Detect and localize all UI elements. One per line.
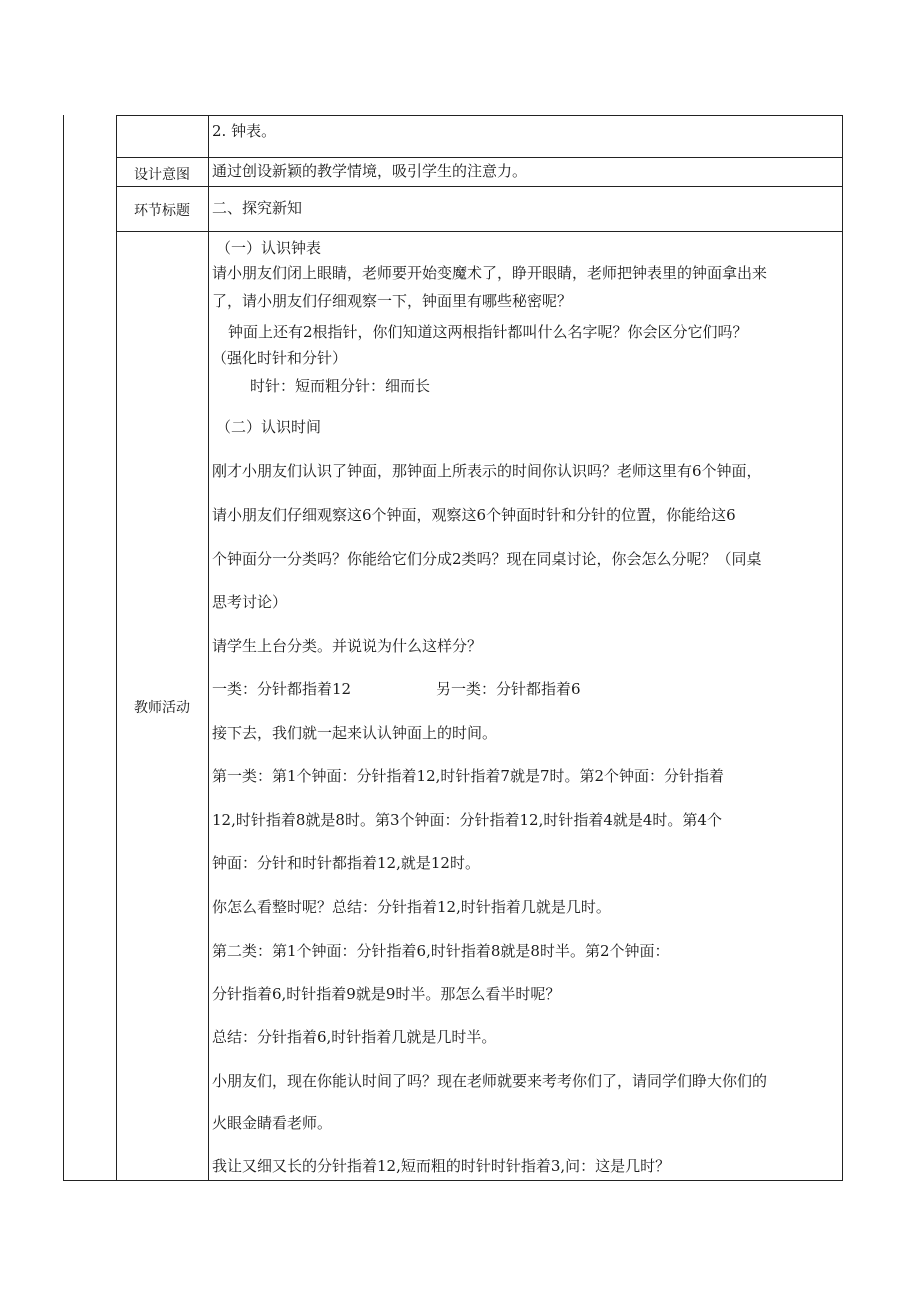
row-line-1 bbox=[116, 157, 843, 158]
activity-line: 请小朋友们仔细观察这6个钟面，观察这6个钟面时针和分针的位置，你能给这6 bbox=[212, 506, 736, 524]
section-title-content: 二、探究新知 bbox=[212, 199, 303, 217]
activity-line: 总结：分针指着6,时针指着几就是几时半。 bbox=[212, 1028, 497, 1046]
category-two: 另一类：分针都指着6 bbox=[436, 680, 581, 698]
subheading-clock: （一）认识钟表 bbox=[216, 239, 322, 257]
activity-line: 第一类：第1个钟面：分针指着12,时针指着7就是7时。第2个钟面：分针指着 bbox=[212, 767, 725, 785]
row-line-3 bbox=[116, 231, 843, 232]
activity-line: 钟面：分针和时针都指着12,就是12时。 bbox=[212, 854, 480, 872]
activity-line: 个钟面分一分类吗？你能给它们分成2类吗？现在同桌讨论，你会怎么分呢？（同桌 bbox=[212, 550, 762, 568]
table-bottom-line bbox=[63, 1180, 843, 1181]
activity-line: 分针指着6,时针指着9就是9时半。那怎么看半时呢？ bbox=[212, 985, 561, 1003]
design-intent-label: 设计意图 bbox=[134, 167, 190, 183]
activity-line: 时针：短而粗分针：细而长 bbox=[250, 377, 431, 395]
activity-line: 了，请小朋友们仔细观察一下，钟面里有哪些秘密呢？ bbox=[212, 292, 573, 310]
column-divider bbox=[208, 115, 209, 1181]
activity-line: 请小朋友们闭上眼睛，老师要开始变魔术了，睁开眼睛，老师把钟表里的钟面拿出来 bbox=[212, 264, 768, 282]
design-intent-content: 通过创设新颖的教学情境，吸引学生的注意力。 bbox=[212, 162, 528, 180]
category-one: 一类：分针都指着12 bbox=[212, 680, 352, 698]
section-title-label: 环节标题 bbox=[134, 203, 190, 219]
label-left-border bbox=[116, 115, 117, 1181]
activity-line: 我让又细又长的分针指着12,短而粗的时针时针指着3,问：这是几时？ bbox=[212, 1157, 671, 1175]
activity-line: 请学生上台分类。并说说为什么这样分？ bbox=[212, 637, 483, 655]
materials-content: 2. 钟表。 bbox=[212, 122, 277, 140]
activity-line: 接下去，我们就一起来认认钟面上的时间。 bbox=[212, 724, 498, 742]
activity-line: 思考讨论） bbox=[212, 593, 288, 611]
activity-line: 第二类：第1个钟面：分针指着6,时针指着8就是8时半。第2个钟面： bbox=[212, 942, 670, 960]
row-line-2 bbox=[116, 186, 843, 187]
teacher-activity-label: 教师活动 bbox=[134, 700, 190, 716]
activity-line: 小朋友们，现在你能认时间了吗？现在老师就要来考考你们了，请同学们睁大你们的 bbox=[212, 1072, 768, 1090]
activity-line: 钟面上还有2根指针，你们知道这两根指针都叫什么名字呢？你会区分它们吗？ bbox=[228, 323, 748, 341]
activity-line: 12,时针指着8就是8时。第3个钟面：分针指着12,时针指着4就是4时。第4个 bbox=[212, 811, 722, 829]
table-right-border bbox=[842, 115, 843, 1181]
activity-line: 你怎么看整时呢？总结：分针指着12,时针指着几就是几时。 bbox=[212, 898, 611, 916]
activity-line: 刚才小朋友们认识了钟面，那钟面上所表示的时间你认识吗？老师这里有6个钟面， bbox=[212, 462, 762, 480]
subheading-time: （二）认识时间 bbox=[216, 418, 322, 436]
outer-left-border bbox=[63, 115, 64, 1181]
row-line-top bbox=[116, 115, 843, 116]
activity-line: 火眼金睛看老师。 bbox=[212, 1114, 333, 1132]
activity-line: （强化时针和分针） bbox=[212, 349, 348, 367]
